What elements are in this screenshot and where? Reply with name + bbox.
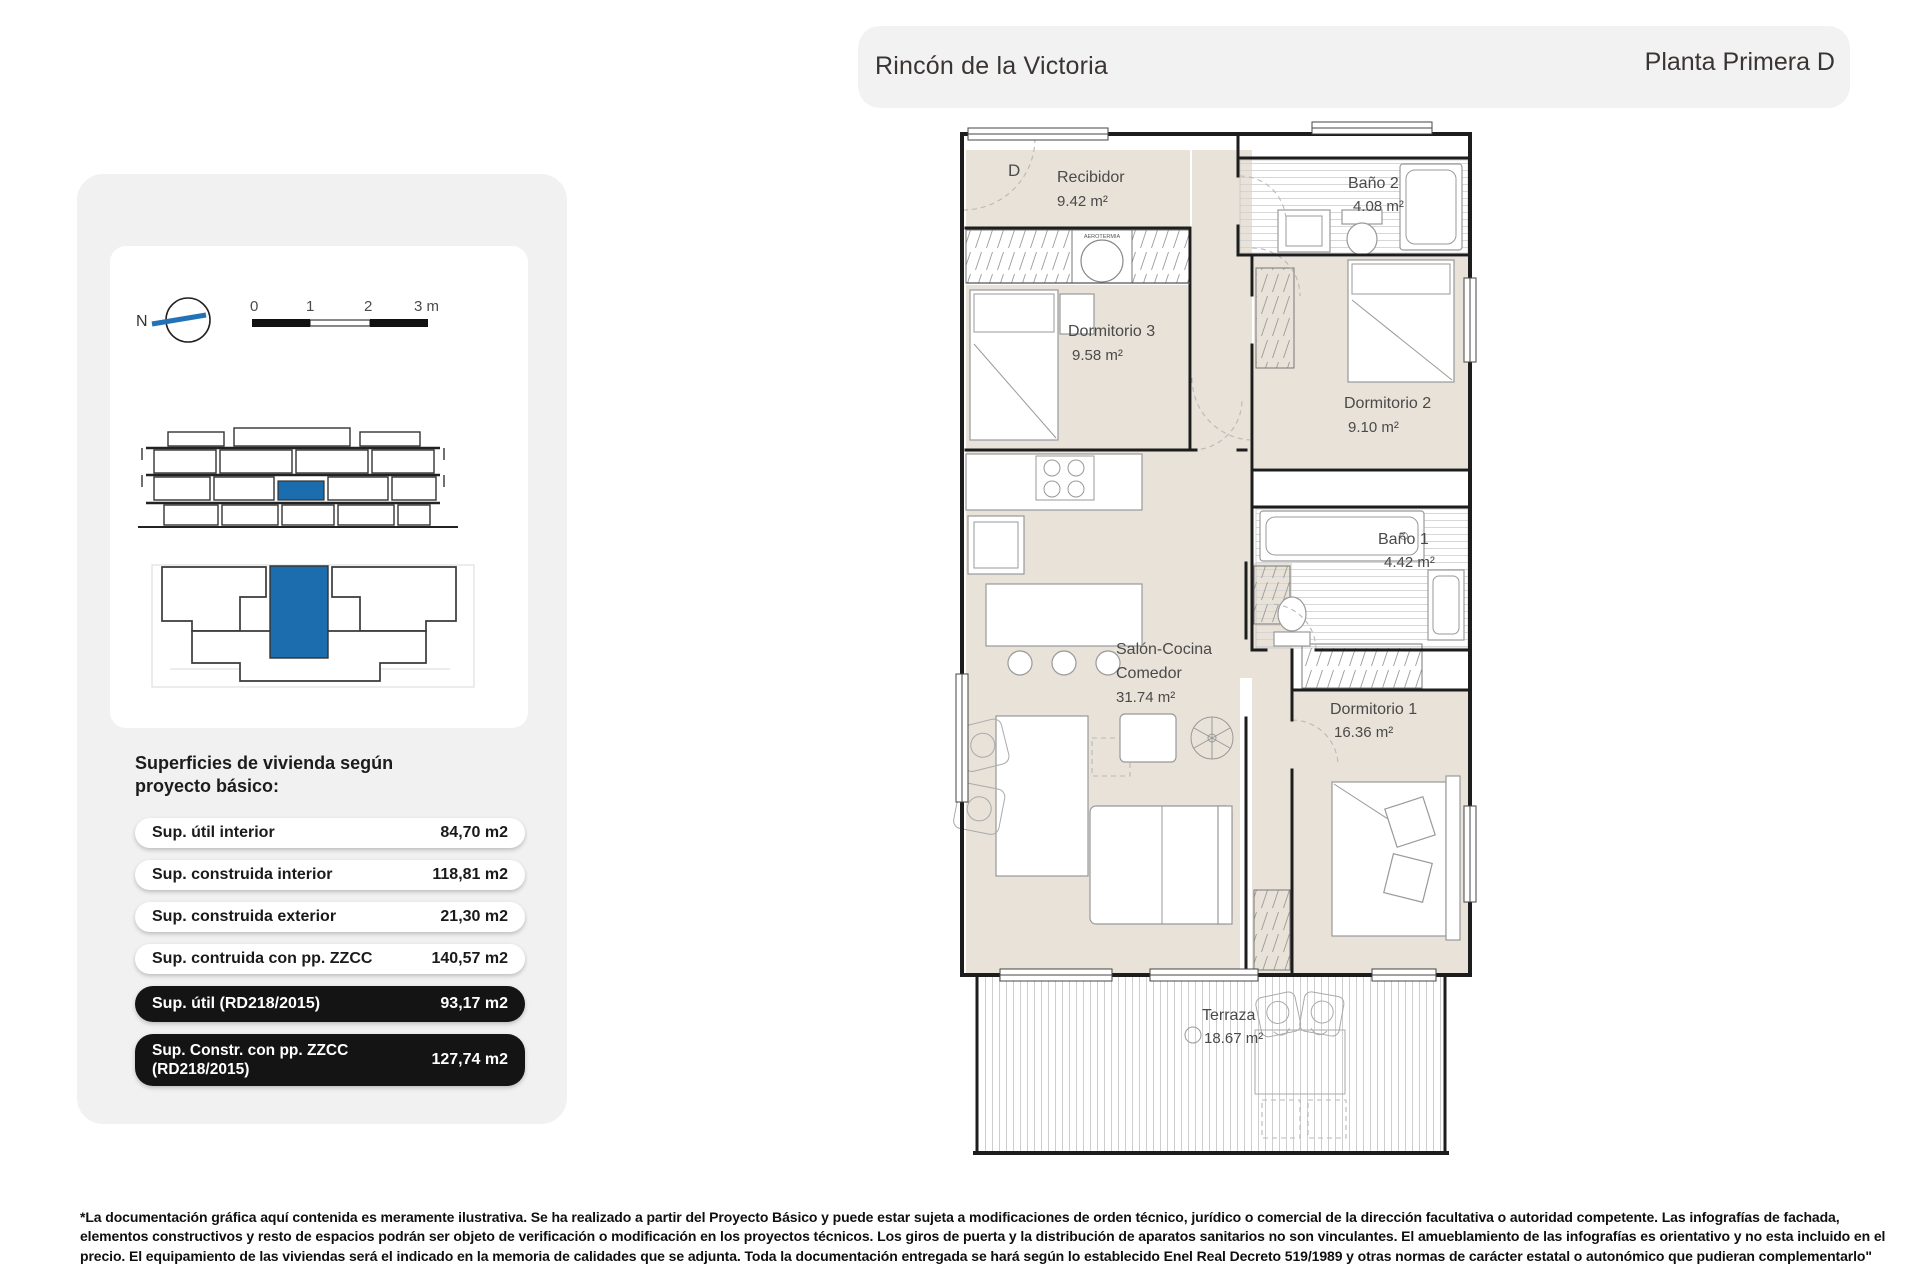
svg-text:9.42 m²: 9.42 m² (1057, 193, 1108, 210)
row-label: Sup. útil (RD218/2015) (152, 995, 321, 1012)
plan-title: Planta Primera D (1644, 48, 1835, 76)
svg-text:31.74 m²: 31.74 m² (1116, 689, 1176, 706)
scale-tick: 2 (364, 298, 373, 315)
row-value: 21,30 m2 (440, 908, 508, 925)
pillow (1384, 854, 1432, 902)
bed-single (970, 290, 1058, 440)
dormitorio2-closet (1256, 268, 1294, 368)
sofa-back (1218, 806, 1232, 924)
row-label: Sup. útil interior (152, 824, 275, 841)
surfaces-table (135, 818, 525, 1098)
svg-text:Baño 1: Baño 1 (1378, 531, 1429, 548)
table-row-highlighted (135, 1034, 525, 1086)
svg-text:18.67 m²: 18.67 m² (1204, 1030, 1264, 1047)
svg-text:Recibidor: Recibidor (1057, 169, 1125, 186)
kitchen-peninsula (986, 584, 1142, 646)
headboard (1446, 776, 1460, 940)
location-card (110, 246, 528, 728)
hall-closet (1254, 890, 1290, 970)
project-title: Rincón de la Victoria (875, 52, 1109, 80)
scale-tick: 0 (250, 298, 259, 315)
row-label-line2: (RD218/2015) (152, 1061, 250, 1078)
kitchen-appliance (968, 516, 1024, 574)
sofa (1090, 806, 1232, 924)
svg-text:Salón-Cocina: Salón-Cocina (1116, 641, 1213, 658)
row-value: 118,81 m2 (432, 866, 508, 883)
svg-text:Dormitorio 1: Dormitorio 1 (1330, 701, 1418, 718)
stool (1052, 651, 1076, 675)
building-footprint-diagram (144, 559, 484, 701)
row-label: Sup. construida interior (152, 866, 333, 883)
aerotermia-label: AEROTERMIA (1083, 234, 1121, 240)
terraza-deck (979, 977, 1443, 1151)
highlighted-unit-elevation (278, 481, 324, 500)
aerotermia-unit (1081, 240, 1123, 282)
scale-bar (242, 286, 452, 356)
svg-text:Dormitorio 3: Dormitorio 3 (1068, 323, 1156, 340)
recibidor-floor (966, 150, 1190, 230)
bathtub (1400, 164, 1462, 250)
row-label: Sup. contruida con pp. ZZCC (152, 950, 373, 967)
highlighted-unit-footprint (270, 566, 328, 658)
table-heading: Superficies de vivienda según proyecto básico: (135, 753, 394, 797)
svg-text:9.10 m²: 9.10 m² (1348, 419, 1399, 436)
svg-text:16.36 m²: 16.36 m² (1334, 724, 1394, 741)
svg-text:4.42 m²: 4.42 m² (1384, 554, 1435, 571)
table-row (135, 860, 525, 890)
row-label (152, 1041, 348, 1080)
table-row-highlighted (135, 986, 525, 1022)
scale-tick: 3 m (414, 298, 440, 315)
row-label: Sup. construida exterior (152, 908, 337, 925)
apartment-floorplan (940, 118, 1500, 1180)
unit-letter: D (1008, 161, 1021, 180)
bed-double (1332, 782, 1446, 936)
svg-text:9.58 m²: 9.58 m² (1072, 347, 1123, 364)
building-elevation-diagram (138, 414, 488, 539)
row-value: 84,70 m2 (440, 824, 508, 841)
armchair (1120, 714, 1176, 762)
bed-single (1348, 260, 1454, 382)
svg-text:Baño 2: Baño 2 (1348, 175, 1399, 192)
scale-tick: 1 (306, 298, 315, 315)
table-row (135, 902, 525, 932)
north-compass-icon (134, 286, 244, 356)
svg-text:4.08 m²: 4.08 m² (1353, 198, 1404, 215)
kitchen-counter (966, 454, 1142, 510)
dining-table (996, 716, 1088, 876)
svg-text:Dormitorio 2: Dormitorio 2 (1344, 395, 1432, 412)
table-row (135, 818, 525, 848)
svg-text:Terraza: Terraza (1202, 1007, 1256, 1024)
stool (1008, 651, 1032, 675)
row-value: 140,57 m2 (431, 950, 508, 967)
row-value: 127,74 m2 (431, 1051, 508, 1068)
north-label: N (136, 313, 148, 330)
svg-text:Comedor: Comedor (1116, 665, 1182, 682)
legal-disclaimer: *La documentación gráfica aquí contenida es meramente ilustrativa. Se ha realizado a partir del Proyecto Básico y puede estar sujeta a modificaciones de orden técnico, jurídico o comercial de la dirección facultativa o autoridad competente. Las infografías de fachada, elementos constructivos y resto de espacios podrán ser objeto de verificación o modificación en los proyectos técnicos. Los giros de puerta y la distribución de aparatos sanitarios no son vinculantes. El amueblamiento de las infografías es orientativo y no esta incluido en el precio. El equipamiento de las viviendas será el indicado en la memoria de calidades que se adjunta. Toda la documentación entregada se hará según lo establecido Enel Real Decreto 519/1989 y otras normas de carácter estatal o autonómico que pudieran complementarlo" (80, 1209, 1886, 1264)
row-label-line1: Sup. Constr. con pp. ZZCC (152, 1041, 349, 1059)
table-row (135, 944, 525, 974)
row-value: 93,17 m2 (440, 995, 508, 1012)
